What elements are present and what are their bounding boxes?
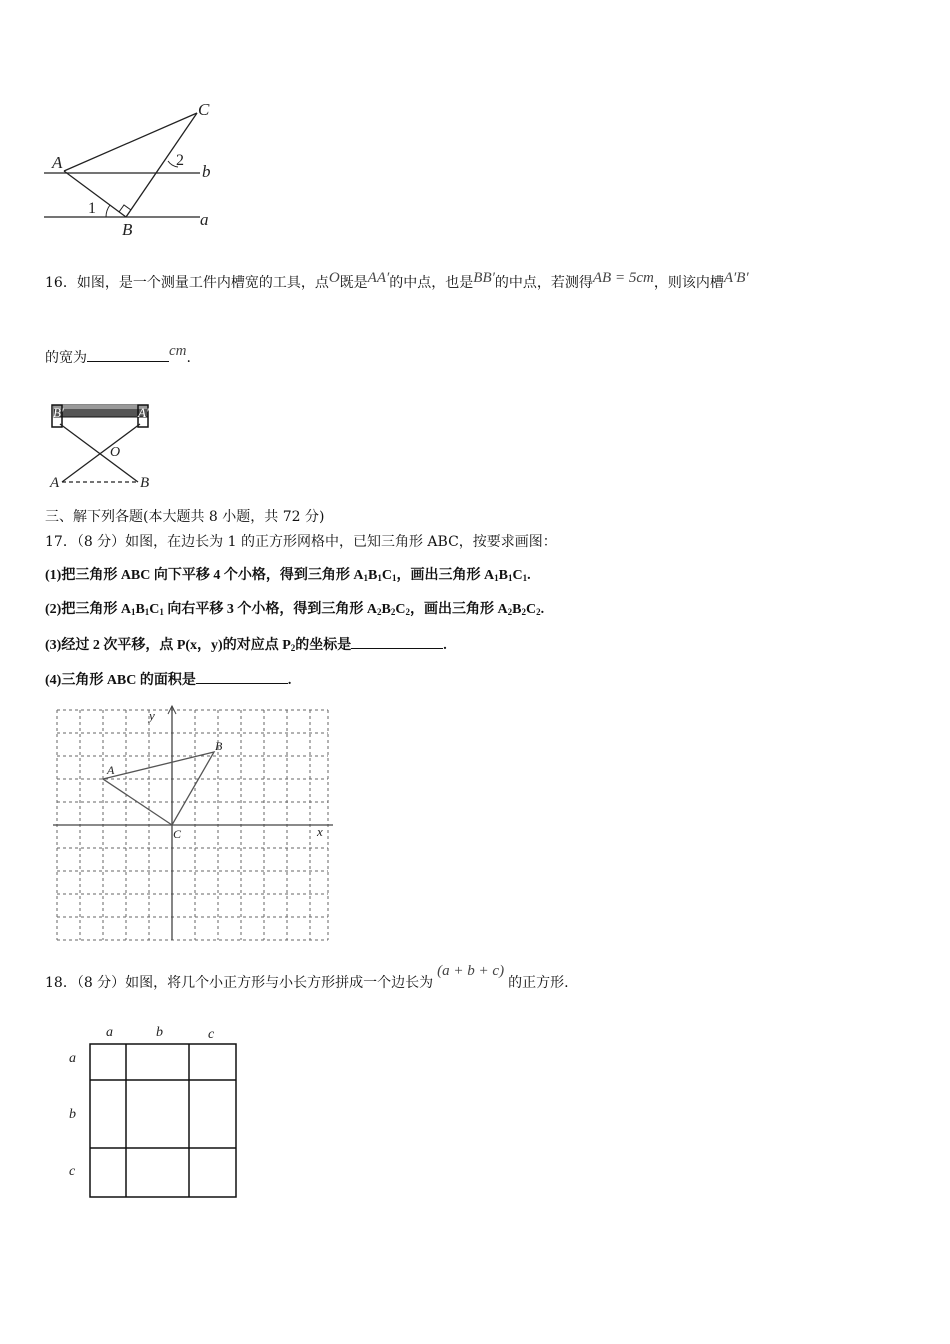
sub-1: 1 [522, 573, 528, 583]
sub-2: 2 [377, 607, 382, 617]
q16-text-1: 如图，是一个测量工件内槽宽的工具，点 [76, 275, 329, 291]
math-AA: AA′ [367, 270, 390, 286]
sub-2: 2 [290, 643, 296, 653]
section-3-title: 三、解下列各题(本大题共 8 小题，共 72 分) [45, 509, 325, 525]
label-B: B [215, 739, 223, 753]
sub-1: 1 [130, 607, 136, 617]
label-C: C [173, 827, 182, 841]
question-17-part-2 [45, 600, 544, 622]
angle-1-arc [106, 205, 110, 217]
label-x: x [317, 824, 323, 839]
q16-number: 16． [45, 275, 77, 291]
q17-p1-e: B [498, 568, 508, 583]
figure-grid-triangle [45, 700, 345, 950]
sub-1: 1 [159, 607, 164, 617]
label-O: O [110, 445, 121, 460]
segment-AA-prime [62, 424, 140, 482]
math-BB: BB′ [473, 270, 495, 286]
label-C: C [198, 100, 210, 119]
q17-p4-b: . [287, 673, 292, 688]
question-17-part-4 [45, 669, 291, 691]
q17-p2-h: B [512, 602, 522, 617]
label-y: y [149, 708, 155, 723]
math-cm: cm [169, 343, 187, 359]
q17-p2-g: ，画出三角形 A [410, 602, 508, 617]
sub-2: 2 [521, 607, 526, 617]
label-B-prime: B′ [53, 405, 64, 420]
right-angle-mark [119, 205, 131, 212]
top-label-c: c [208, 1027, 215, 1042]
q17-p1-f: C [512, 568, 523, 583]
q17-p2-d: 向右平移 3 个小格，得到三角形 A [163, 602, 378, 617]
q18-text-2: 的正方形. [508, 975, 569, 991]
q17-p2-c: C [149, 602, 160, 617]
q17-p2-i: C [525, 602, 537, 617]
q17-p2-f: C [395, 602, 406, 617]
triangle-ABC [103, 752, 214, 825]
label-angle-1: 1 [88, 200, 96, 217]
sub-2: 2 [536, 607, 541, 617]
outer-square [90, 1044, 236, 1197]
label-B: B [140, 475, 150, 491]
q18-text-1: 18．（8 分）如图，将几个小正方形与小长方形拼成一个边长为 [45, 975, 434, 991]
segment-BB-prime [60, 424, 138, 482]
q17-p3-b: 的坐标是 [295, 638, 352, 653]
q16-text-2: 既是 [339, 275, 368, 291]
math-AB: AB = 5cm [592, 270, 654, 286]
question-16-line-1 [45, 270, 749, 293]
q17-p3-a: (3)经过 2 次平移，点 P(x，y)的对应点 P [45, 638, 291, 653]
sub-2: 2 [405, 607, 410, 617]
sub-1: 1 [363, 573, 368, 583]
question-16-line-2 [45, 343, 191, 368]
label-B: B [122, 220, 133, 239]
figure-measuring-tool [48, 402, 158, 492]
sub-2: 2 [507, 607, 513, 617]
label-angle-2: 2 [176, 152, 184, 169]
label-b: b [202, 162, 211, 181]
sub-1: 1 [391, 573, 397, 583]
q17-p2-a: (2)把三角形 A [45, 602, 131, 617]
q17-p1-g: . [527, 568, 531, 583]
sub-1: 1 [377, 573, 382, 583]
question-17-part-3 [45, 634, 447, 658]
label-A: A [50, 475, 60, 491]
answer-blank-17-4[interactable] [196, 669, 288, 684]
question-18 [45, 963, 569, 993]
q17-p2-e: B [381, 602, 391, 617]
top-label-a: a [106, 1025, 113, 1040]
question-17-part-1 [45, 566, 531, 588]
answer-blank-16[interactable] [87, 347, 169, 362]
math-O: O [328, 270, 340, 286]
label-a: a [200, 210, 209, 229]
q17-p4-a: (4)三角形 ABC 的面积是 [45, 673, 196, 688]
q17-p1-d: ，画出三角形 A [396, 568, 495, 583]
sub-1: 1 [507, 573, 513, 583]
math-AB-prime: A′B′ [723, 270, 749, 286]
sub-2: 2 [390, 607, 396, 617]
question-17-header: 17．（8 分）如图，在边长为 1 的正方形网格中，已知三角形 ABC，按要求画图： [45, 534, 557, 550]
left-label-c: c [69, 1164, 76, 1179]
top-label-b: b [156, 1025, 163, 1040]
q17-p2-b: B [135, 602, 145, 617]
figure-parallel-lines-triangle [40, 95, 230, 240]
q16-text-3: 的中点，也是 [389, 275, 474, 291]
label-A-prime: A′ [138, 405, 149, 420]
label-A: A [52, 153, 63, 172]
math-a-plus-b-plus-c: (a + b + c) [437, 963, 505, 979]
label-A: A [107, 763, 115, 777]
answer-blank-17-3[interactable] [351, 634, 443, 649]
q17-p1-a: (1)把三角形 ABC 向下平移 4 个小格，得到三角形 A [45, 568, 364, 583]
q16-text-4: 的中点，若测得 [494, 275, 593, 291]
sub-1: 1 [144, 607, 150, 617]
left-label-a: a [69, 1051, 76, 1066]
q17-p3-c: . [443, 638, 447, 653]
q17-p1-b: B [368, 568, 378, 583]
figure-square-abc [62, 1020, 247, 1205]
q17-p1-c: C [381, 568, 392, 583]
q16-text-6: 的宽为 [45, 350, 87, 366]
q16-text-end: . [186, 350, 191, 366]
q16-text-5: ，则该内槽 [653, 275, 724, 291]
sub-1: 1 [494, 573, 499, 583]
left-label-b: b [69, 1107, 76, 1122]
q17-p2-j: . [540, 602, 545, 617]
